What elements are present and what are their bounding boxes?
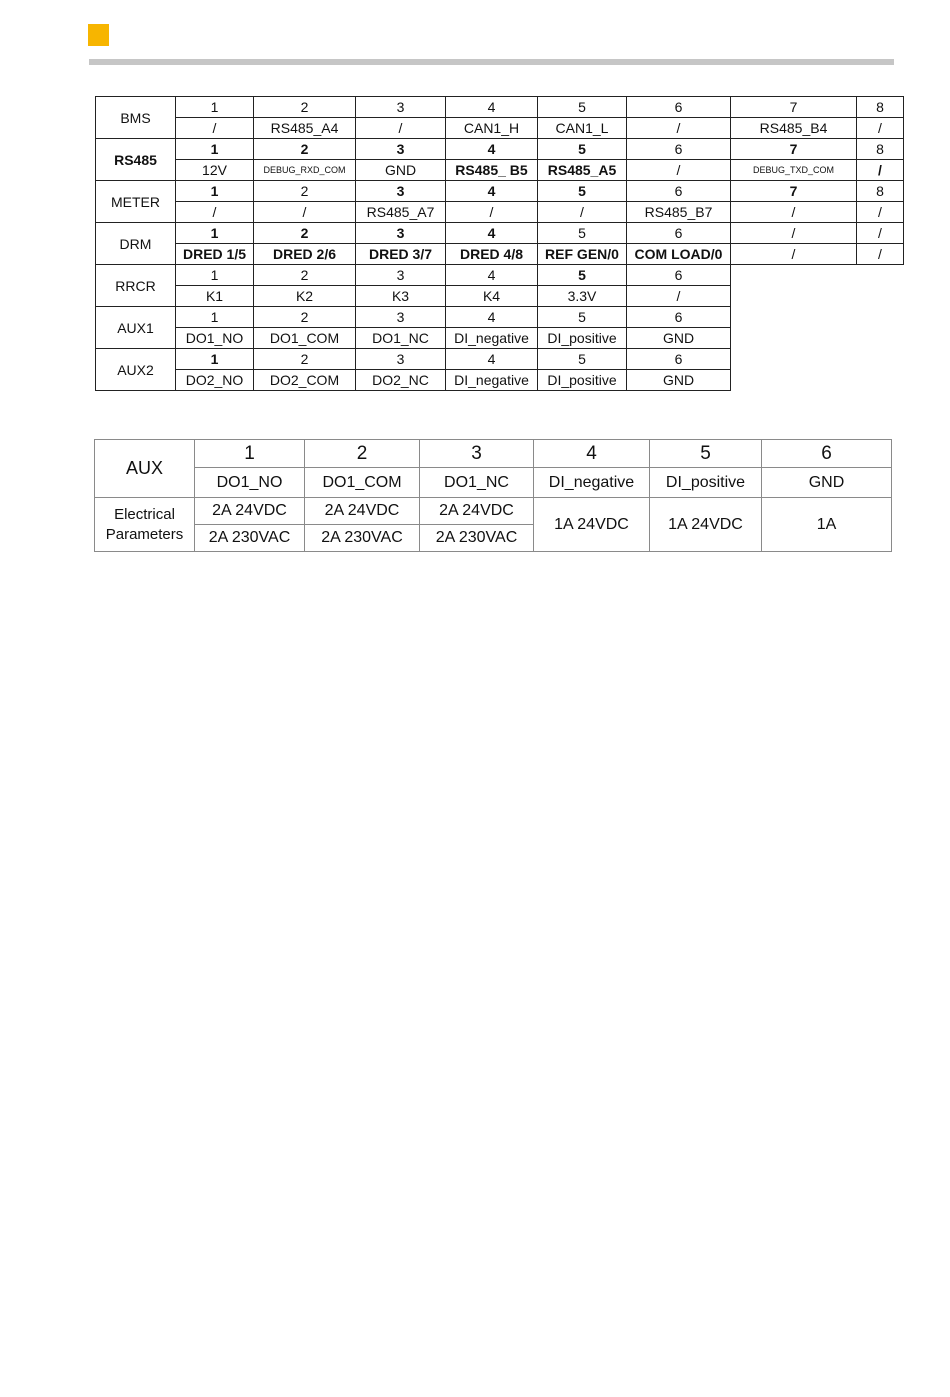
pin-signal: K1: [176, 286, 254, 307]
dc-rating: 2A 24VDC: [305, 498, 420, 525]
pin-signal: 12V: [176, 160, 254, 181]
pin-signal: /: [176, 202, 254, 223]
pin-number: 1: [176, 349, 254, 370]
pin-number: 4: [446, 139, 538, 160]
pin-signal: /: [857, 202, 904, 223]
pin-number: 6: [627, 181, 731, 202]
pinout-table: [95, 96, 904, 391]
table-row: [95, 440, 892, 468]
pin-number: 5: [538, 139, 627, 160]
pin-number: 4: [534, 440, 650, 468]
pin-signal: /: [176, 118, 254, 139]
pin-signal: DRED 1/5: [176, 244, 254, 265]
pin-signal: /: [254, 202, 356, 223]
single-rating: 1A 24VDC: [534, 498, 650, 552]
ac-rating: 2A 230VAC: [420, 525, 534, 552]
pin-number: 5: [538, 265, 627, 286]
dc-rating: 2A 24VDC: [195, 498, 305, 525]
pin-signal: DI_negative: [446, 328, 538, 349]
pin-number: 1: [176, 223, 254, 244]
single-rating: 1A 24VDC: [650, 498, 762, 552]
pin-number: 6: [627, 349, 731, 370]
pin-signal: COM LOAD/0: [627, 244, 731, 265]
pin-signal: DO2_COM: [254, 370, 356, 391]
pin-number: 4: [446, 349, 538, 370]
pin-signal: /: [627, 118, 731, 139]
pin-number: 3: [356, 265, 446, 286]
aux-title: AUX: [95, 440, 195, 498]
pin-signal: RS485_ B5: [446, 160, 538, 181]
table-row: [96, 202, 904, 223]
pin-signal: GND: [627, 370, 731, 391]
pin-signal: DO1_NO: [176, 328, 254, 349]
pin-signal: /: [731, 202, 857, 223]
pin-signal: DO1_NC: [356, 328, 446, 349]
pin-number: 1: [176, 265, 254, 286]
pin-number: 7: [731, 139, 857, 160]
pin-number: 3: [356, 349, 446, 370]
pin-number: 2: [254, 223, 356, 244]
aux-electrical-parameters-table: [94, 439, 892, 552]
pin-number: 2: [254, 139, 356, 160]
pin-signal: DRED 3/7: [356, 244, 446, 265]
table-row: [96, 181, 904, 202]
pin-signal: /: [857, 118, 904, 139]
pin-signal: /: [538, 202, 627, 223]
pin-signal: K2: [254, 286, 356, 307]
pin-number: 6: [762, 440, 892, 468]
ac-rating: 2A 230VAC: [305, 525, 420, 552]
table-row: [95, 498, 892, 525]
pin-number: 3: [420, 440, 534, 468]
pin-number: 4: [446, 97, 538, 118]
pin-number: 8: [857, 139, 904, 160]
pin-number: 4: [446, 307, 538, 328]
pin-signal: /: [356, 118, 446, 139]
pin-signal: DO1_COM: [254, 328, 356, 349]
pin-number: 5: [538, 181, 627, 202]
row-label-aux1: AUX1: [96, 307, 176, 349]
pin-number: 1: [176, 307, 254, 328]
pin-number: 6: [627, 307, 731, 328]
pin-number: 8: [857, 181, 904, 202]
pin-signal: DRED 2/6: [254, 244, 356, 265]
pin-number: 6: [627, 265, 731, 286]
single-rating: 1A: [762, 498, 892, 552]
pin-signal: CAN1_L: [538, 118, 627, 139]
pin-number: 4: [446, 181, 538, 202]
pin-number: 5: [538, 97, 627, 118]
pin-signal: /: [627, 160, 731, 181]
table-row: [96, 265, 904, 286]
pin-number: 1: [176, 181, 254, 202]
electrical-label-line1: Electrical: [114, 505, 175, 523]
ac-rating: 2A 230VAC: [195, 525, 305, 552]
table-row: [96, 97, 904, 118]
electrical-parameters-label: [95, 498, 195, 552]
pin-number: 5: [538, 223, 627, 244]
row-label-rrcr: RRCR: [96, 265, 176, 307]
pin-signal: DO1_NC: [420, 468, 534, 498]
pin-signal: K3: [356, 286, 446, 307]
row-label-rs485: RS485: [96, 139, 176, 181]
pin-signal: DO1_COM: [305, 468, 420, 498]
pin-signal: RS485_A7: [356, 202, 446, 223]
pin-signal: GND: [356, 160, 446, 181]
table-row: [96, 118, 904, 139]
pin-signal: DRED 4/8: [446, 244, 538, 265]
table-row: [96, 139, 904, 160]
pin-number: 1: [176, 97, 254, 118]
pin-number: 1: [195, 440, 305, 468]
table-row: [96, 160, 904, 181]
pin-number: 2: [254, 307, 356, 328]
pin-number: 4: [446, 265, 538, 286]
pin-number: 2: [305, 440, 420, 468]
row-label-bms: BMS: [96, 97, 176, 139]
pin-signal: DO2_NO: [176, 370, 254, 391]
table-row: [96, 223, 904, 244]
row-label-meter: METER: [96, 181, 176, 223]
electrical-label-line2: Parameters: [105, 525, 184, 543]
pin-signal: GND: [627, 328, 731, 349]
pin-number: 2: [254, 265, 356, 286]
pin-signal: /: [446, 202, 538, 223]
pin-number: 2: [254, 97, 356, 118]
pin-signal: RS485_A5: [538, 160, 627, 181]
pin-number: 3: [356, 97, 446, 118]
pin-number: 8: [857, 97, 904, 118]
pin-signal: DI_positive: [650, 468, 762, 498]
pin-number: 5: [538, 307, 627, 328]
corner-accent-square: [88, 24, 109, 46]
pin-signal: RS485_A4: [254, 118, 356, 139]
pin-signal: /: [731, 244, 857, 265]
pin-number: /: [857, 223, 904, 244]
pin-signal: DEBUG_TXD_COM: [731, 160, 857, 181]
empty-area: [731, 265, 904, 391]
pin-number: 1: [176, 139, 254, 160]
row-label-drm: DRM: [96, 223, 176, 265]
pin-number: 2: [254, 349, 356, 370]
pin-number: 7: [731, 181, 857, 202]
pin-signal: DI_positive: [538, 328, 627, 349]
pin-signal: /: [627, 286, 731, 307]
pin-number: 6: [627, 139, 731, 160]
pin-number: 6: [627, 223, 731, 244]
pin-signal: /: [857, 160, 904, 181]
header-divider: [89, 59, 894, 65]
pin-number: 3: [356, 139, 446, 160]
pin-number: 5: [538, 349, 627, 370]
pin-signal: RS485_B4: [731, 118, 857, 139]
pin-number: 6: [627, 97, 731, 118]
pin-signal: REF GEN/0: [538, 244, 627, 265]
pin-number: 3: [356, 181, 446, 202]
pin-number: 3: [356, 307, 446, 328]
pin-signal: DO1_NO: [195, 468, 305, 498]
table-row: [95, 468, 892, 498]
pin-number: 5: [650, 440, 762, 468]
pin-signal: DO2_NC: [356, 370, 446, 391]
pin-signal: DI_negative: [534, 468, 650, 498]
row-label-aux2: AUX2: [96, 349, 176, 391]
pin-number: 7: [731, 97, 857, 118]
pin-signal: DI_negative: [446, 370, 538, 391]
pin-signal: DEBUG_RXD_COM: [254, 160, 356, 181]
pin-number: 2: [254, 181, 356, 202]
pin-signal: CAN1_H: [446, 118, 538, 139]
pin-signal: 3.3V: [538, 286, 627, 307]
dc-rating: 2A 24VDC: [420, 498, 534, 525]
pin-signal: GND: [762, 468, 892, 498]
pin-signal: K4: [446, 286, 538, 307]
table-row: [96, 244, 904, 265]
pin-number: 4: [446, 223, 538, 244]
pin-signal: RS485_B7: [627, 202, 731, 223]
pin-signal: /: [857, 244, 904, 265]
pin-number: 3: [356, 223, 446, 244]
pin-signal: DI_positive: [538, 370, 627, 391]
pin-number: /: [731, 223, 857, 244]
